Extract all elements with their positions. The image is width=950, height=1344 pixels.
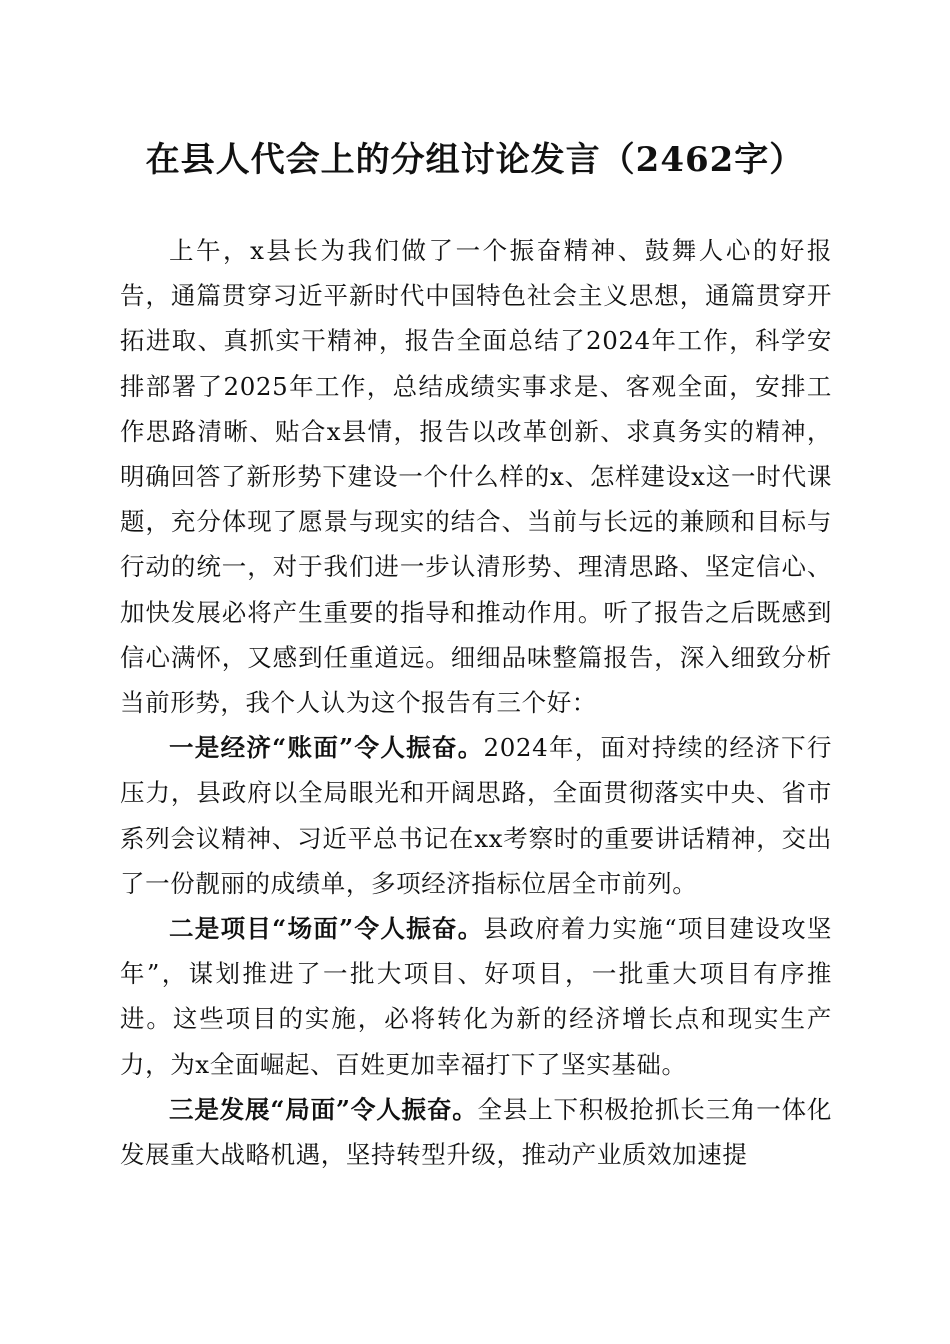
paragraph-development	[120, 1087, 832, 1177]
paragraph-text: 上午，x县长为我们做了一个振奋精神、鼓舞人心的好报告，通篇贯穿习近平新时代中国特色社会主义思想，通篇贯穿开拓进取、真抓实干精神，报告全面总结了2024年工作，科学安排部署了2025年工作，总结成绩实事求是、客观全面，安排工作思路清晰、贴合x县情，报告以改革创新、求真务实的精神，明确回答了新形势下建设一个什么样的x、怎样建设x这一时代课题，充分体现了愿景与现实的结合、当前与长远的兼顾和目标与行动的统一，对于我们进一步认清形势、理清思路、坚定信心、加快发展必将产生重要的指导和推动作用。听了报告之后既感到信心满怀，又感到任重道远。细细品味整篇报告，深入细致分析当前形势，我个人认为这个报告有三个好：	[120, 236, 832, 718]
paragraph-text: 2024年，面对持续的经济下行压力，县政府以全局眼光和开阔思路，全面贯彻落实中央、省市系列会议精神、习近平总书记在xx考察时的重要讲话精神，交出了一份靓丽的成绩单，多项经济指标位居全市前列。	[120, 733, 832, 898]
paragraph-lead: 一是经济“账面”令人振奋。	[169, 733, 484, 763]
paragraph-lead: 二是项目“场面”令人振奋。	[169, 914, 484, 944]
paragraph-economy	[120, 725, 832, 906]
paragraph-intro	[120, 228, 832, 725]
paragraph-text: 全县上下积极抢抓长三角一体化发展重大战略机遇，坚持转型升级，推动产业质效加速提	[120, 1094, 832, 1170]
paragraph-text: 县政府着力实施“项目建设攻坚年”，谋划推进了一批大项目、好项目，一批重大项目有序推进。这些项目的实施，必将转化为新的经济增长点和现实生产力，为x全面崛起、百姓更加幸福打下了坚实基础。	[120, 914, 832, 1079]
document-title: 在县人代会上的分组讨论发言（2462字）	[145, 140, 805, 180]
document-body	[120, 228, 832, 1177]
paragraph-lead: 三是发展“局面”令人振奋。	[169, 1094, 478, 1124]
paragraph-projects	[120, 906, 832, 1087]
